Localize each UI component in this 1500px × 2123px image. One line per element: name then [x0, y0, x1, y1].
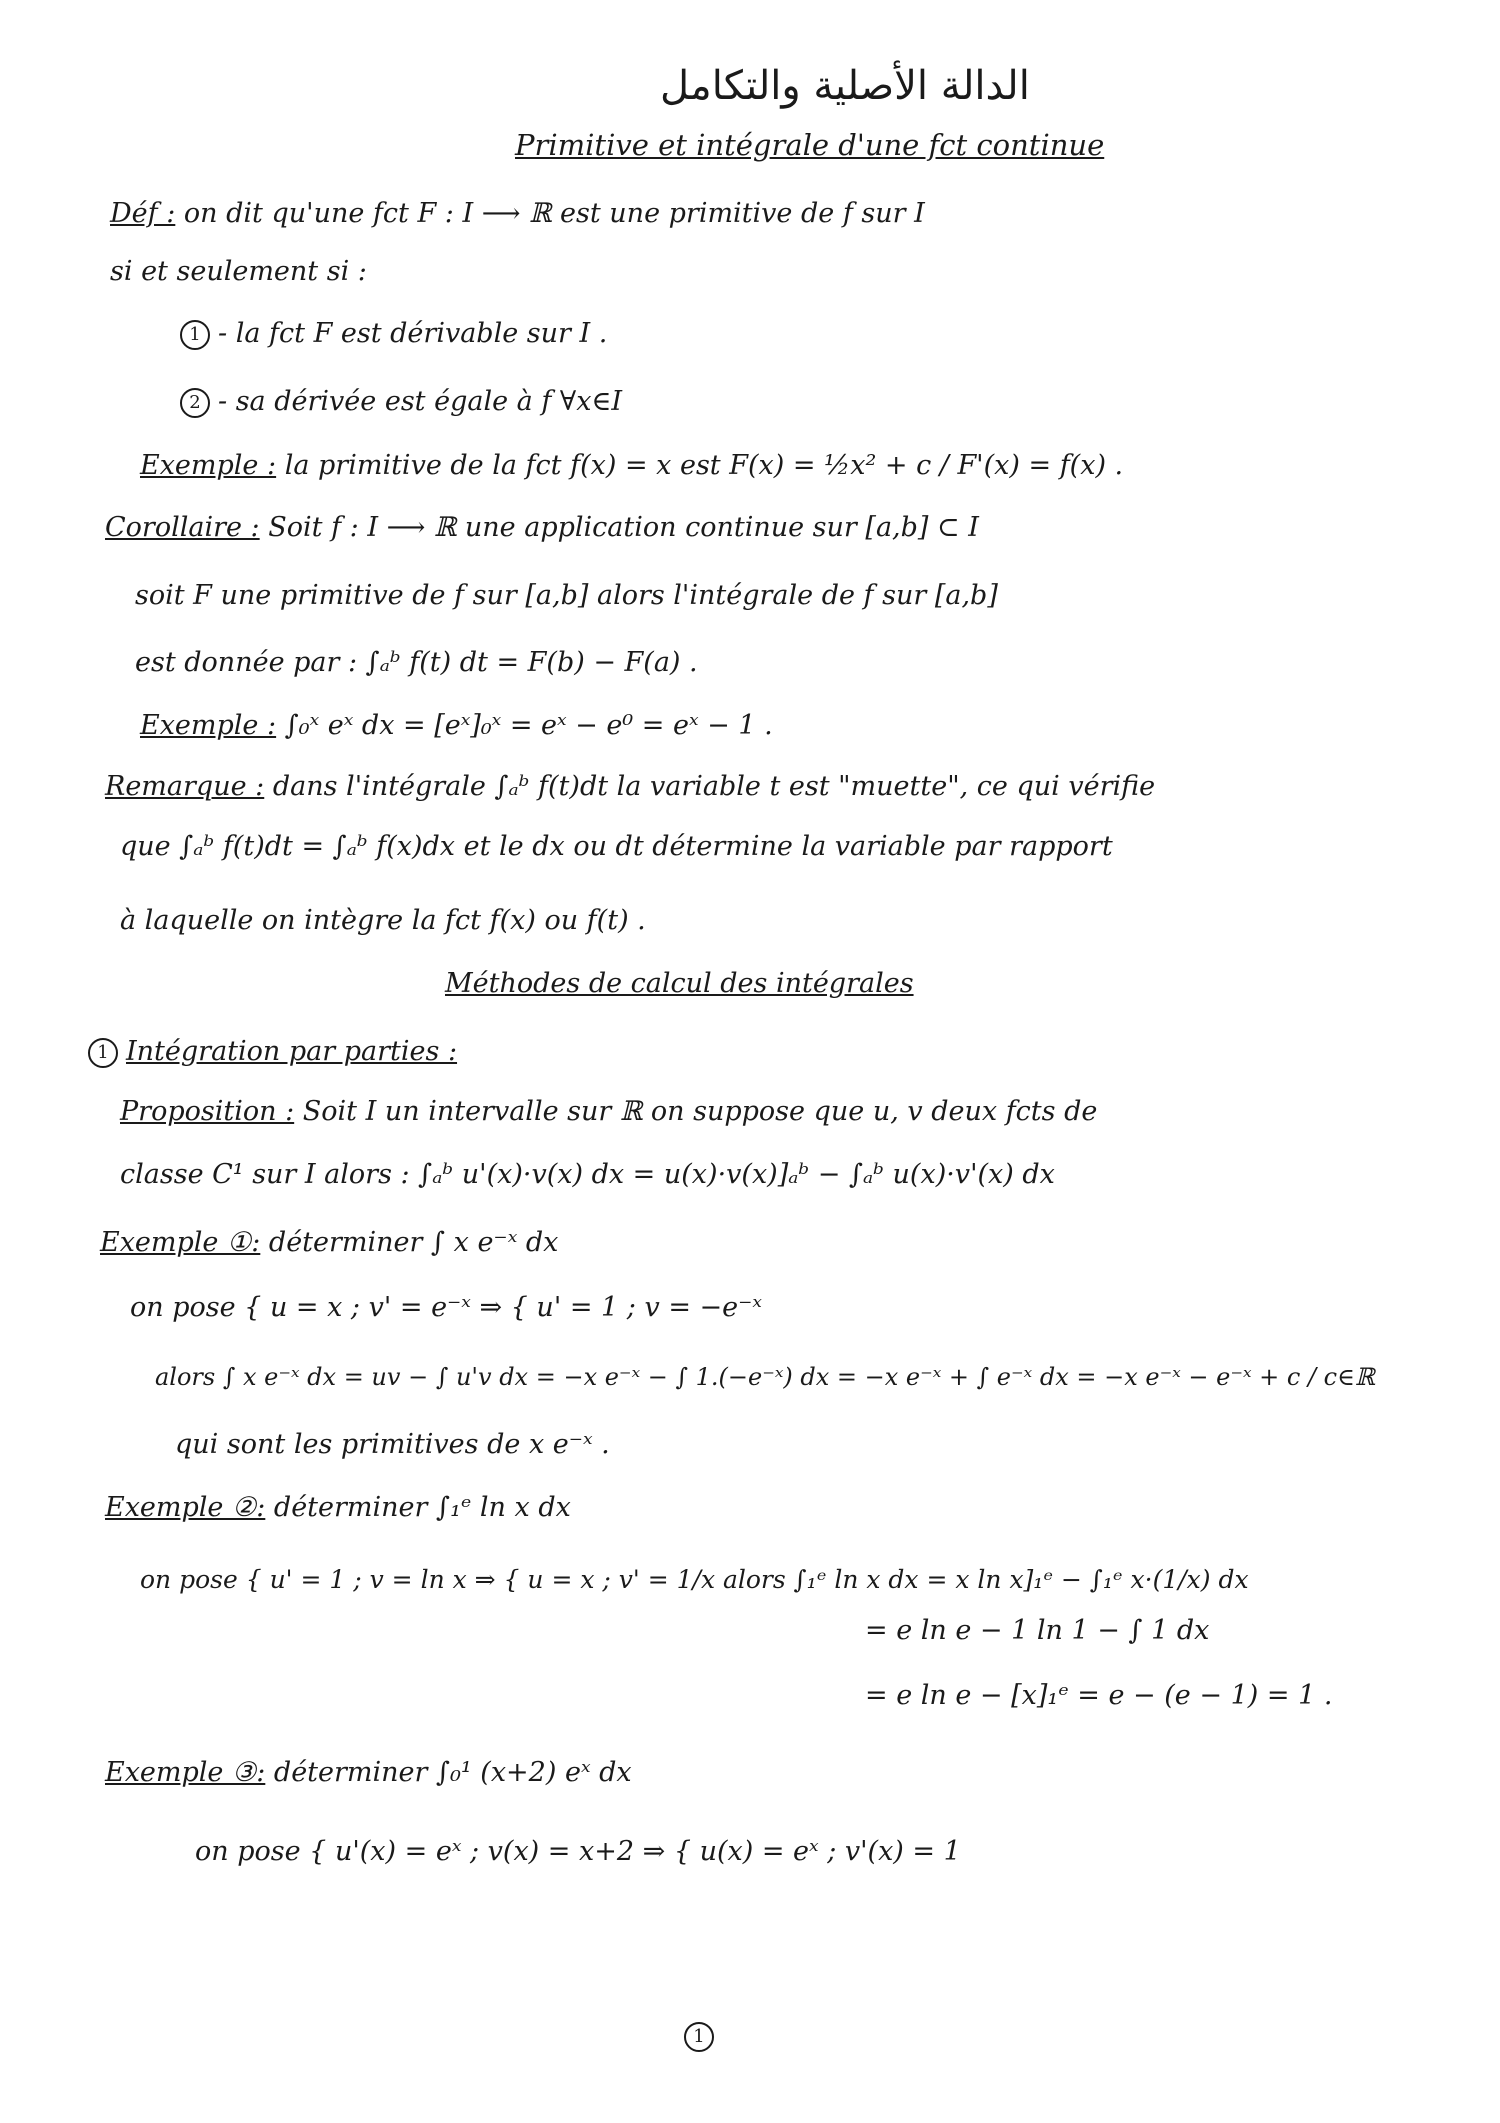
corollary-text: Soit f : I ⟶ ℝ une application continue sur [a,b] ⊂ I [268, 512, 979, 543]
example-text: la primitive de la fct f(x) = x est F(x) = ½x² + c / F'(x) = f(x) . [284, 450, 1124, 481]
example-2-substitution: on pose { u' = 1 ; v = ln x ⇒ { u = x ; v' = 1/x alors ∫₁ᵉ ln x dx = x ln x]₁ᵉ − ∫₁ᵉ x·(1/x) dx [140, 1565, 1249, 1594]
example-label: Exemple ②: [105, 1492, 266, 1523]
corollary-line-2: soit F une primitive de f sur [a,b] alors l'intégrale de f sur [a,b] [135, 580, 998, 611]
corollary-line-1 [105, 512, 979, 544]
corollary-line-3: est donnée par : ∫ₐᵇ f(t) dt = F(b) − F(a) . [135, 647, 698, 678]
example-label: Exemple ①: [100, 1227, 261, 1258]
circled-number: 1 [180, 320, 210, 350]
section-heading: Intégration par parties : [126, 1036, 458, 1067]
remark-line-2: que ∫ₐᵇ f(t)dt = ∫ₐᵇ f(x)dx et le dx ou dt détermine la variable par rapport [120, 831, 1113, 862]
example-1-substitution: on pose { u = x ; v' = e⁻ˣ ⇒ { u' = 1 ; v = −e⁻ˣ [130, 1292, 762, 1323]
example-2-step-2: = e ln e − 1 ln 1 − ∫ 1 dx [865, 1615, 1210, 1646]
example-label: Exemple ③: [105, 1757, 266, 1788]
condition-text: - sa dérivée est égale à f ∀x∈I [218, 386, 623, 417]
page-number [684, 2020, 722, 2052]
corollary-label: Corollaire : [105, 512, 260, 543]
proposition-line-1 [120, 1096, 1097, 1128]
definition-line-2: si et seulement si : [110, 256, 367, 287]
condition-1 [180, 318, 607, 350]
example-1-conclusion: qui sont les primitives de x e⁻ˣ . [175, 1429, 610, 1460]
proposition-label: Proposition : [120, 1096, 295, 1127]
example-task: déterminer ∫₀¹ (x+2) eˣ dx [273, 1757, 632, 1788]
circled-number: 1 [88, 1038, 118, 1068]
remark-line-1 [105, 771, 1155, 803]
example-label: Exemple : [140, 710, 277, 741]
example-3-substitution: on pose { u'(x) = eˣ ; v(x) = x+2 ⇒ { u(x) = eˣ ; v'(x) = 1 [195, 1836, 961, 1867]
example-2-heading [105, 1492, 571, 1524]
section-integration-par-parties [88, 1036, 457, 1068]
example-1-heading [100, 1227, 558, 1259]
example-task: déterminer ∫₁ᵉ ln x dx [273, 1492, 571, 1523]
definition-text: on dit qu'une fct F : I ⟶ ℝ est une primitive de f sur I [183, 198, 925, 229]
remark-text: dans l'intégrale ∫ₐᵇ f(t)dt la variable t est "muette", ce qui vérifie [272, 771, 1156, 802]
condition-2 [180, 386, 622, 418]
condition-text: - la fct F est dérivable sur I . [218, 318, 608, 349]
proposition-line-2: classe C¹ sur I alors : ∫ₐᵇ u'(x)·v(x) dx = u(x)·v(x)]ₐᵇ − ∫ₐᵇ u(x)·v'(x) dx [120, 1159, 1055, 1190]
example-text: ∫₀ˣ eˣ dx = [eˣ]₀ˣ = eˣ − e⁰ = eˣ − 1 . [284, 710, 773, 741]
page-title: Primitive et intégrale d'une fct continue [515, 128, 1105, 162]
circled-number: 2 [180, 388, 210, 418]
remark-line-3: à laquelle on intègre la fct f(x) ou f(t) . [120, 905, 646, 936]
proposition-text: Soit I un intervalle sur ℝ on suppose que u, v deux fcts de [302, 1096, 1098, 1127]
circled-number: 1 [684, 2022, 714, 2052]
definition-line-1 [110, 198, 925, 230]
example-3-heading [105, 1757, 632, 1789]
arabic-title: الدالة الأصلية والتكامل [660, 63, 1030, 109]
example-label: Exemple : [140, 450, 277, 481]
corollary-example [140, 710, 773, 742]
definition-label: Déf : [110, 198, 176, 229]
example-2-step-3: = e ln e − [x]₁ᵉ = e − (e − 1) = 1 . [865, 1680, 1333, 1711]
remark-label: Remarque : [105, 771, 265, 802]
definition-example [140, 450, 1123, 482]
example-task: déterminer ∫ x e⁻ˣ dx [268, 1227, 559, 1258]
example-1-calculation: alors ∫ x e⁻ˣ dx = uv − ∫ u'v dx = −x e⁻ˣ − ∫ 1.(−e⁻ˣ) dx = −x e⁻ˣ + ∫ e⁻ˣ dx = −x e⁻ˣ − e⁻ˣ + c / c∈ℝ [155, 1363, 1375, 1391]
methods-title: Méthodes de calcul des intégrales [445, 968, 914, 999]
